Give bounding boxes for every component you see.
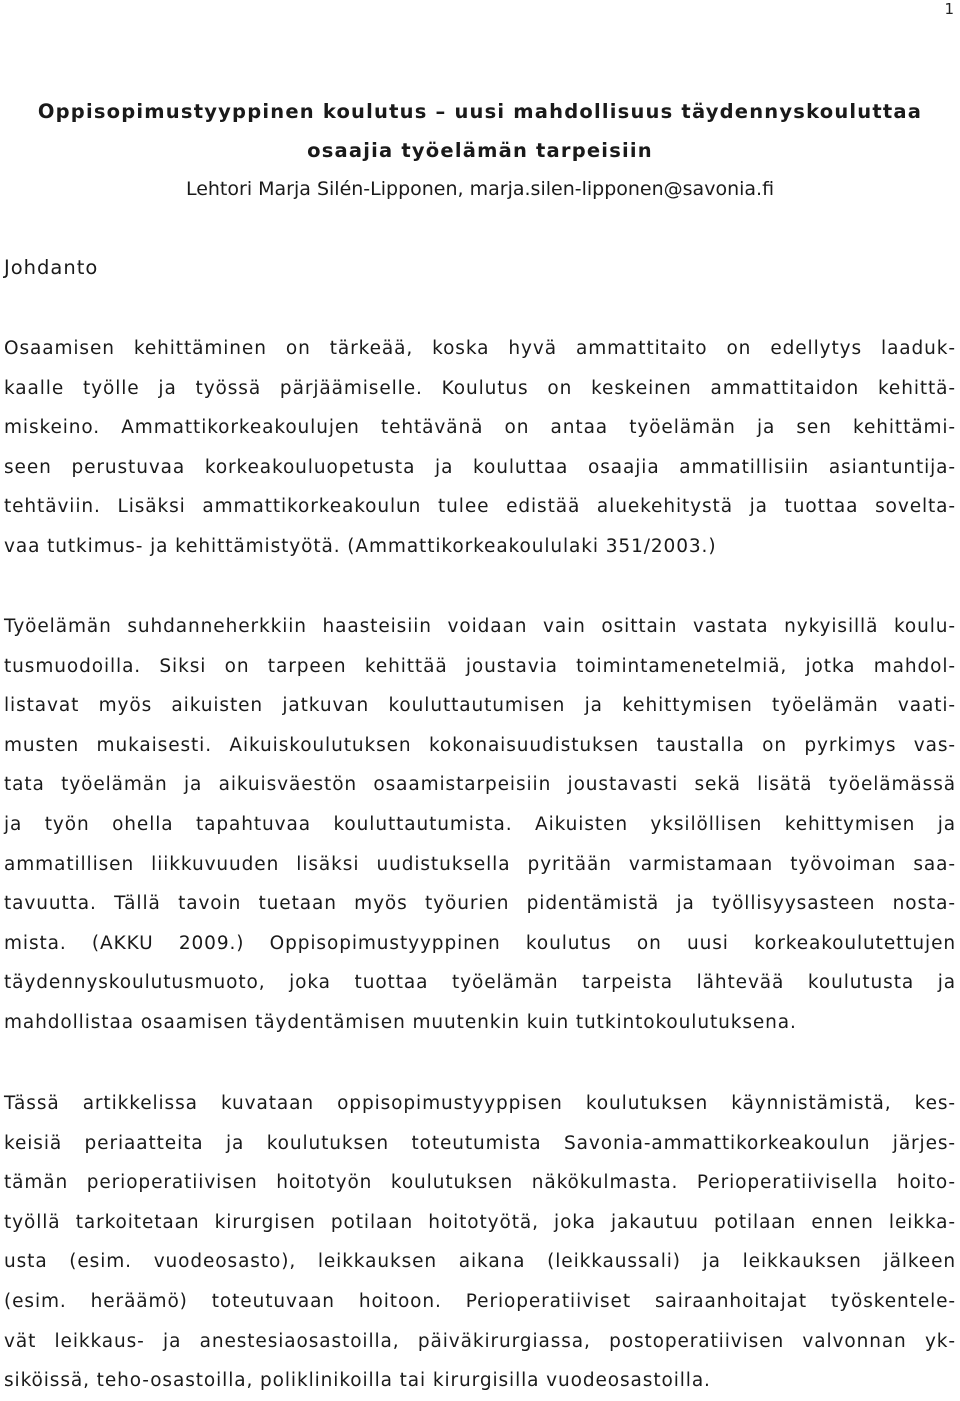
paragraph-line: tehtäviin. Lisäksi ammattikorkeakoulun tulee edistää aluekehitystä ja tuottaa sovelta- (4, 496, 956, 518)
paragraph-line: vät leikkaus- ja anestesiaosastoilla, päiväkirurgiassa, postoperatiivisen valvonnan yk- (4, 1330, 956, 1352)
paragraph-line: Tässä artikkelissa kuvataan oppisopimustyyppisen koulutuksen käynnistämistä, kes- (4, 1093, 956, 1114)
paragraph-line: miskeino. Ammattikorkeakoulujen tehtävänä on antaa työelämän ja sen kehittämi- (4, 417, 956, 439)
paragraph-line: tavuutta. Tällä tavoin tuetaan myös työurien pidentämistä ja työllisyysasteen nosta- (4, 893, 956, 915)
paragraph-line: kaalle työlle ja työssä pärjäämiselle. Koulutus on keskeinen ammattitaidon kehittä- (4, 377, 956, 399)
paragraph-line: työllä tarkoitetaan kirurgisen potilaan hoitotyötä, joka jakautuu potilaan ennen leikka- (4, 1211, 956, 1233)
paragraph-line: tata työelämän ja aikuisväestön osaamistarpeisiin joustavasti sekä lisätä työelämässä (4, 774, 956, 796)
paragraph-line: tämän perioperatiivisen hoitotyön koulutuksen näkökulmasta. Perioperatiivisella hoito- (4, 1172, 956, 1194)
paragraph-line: vaa tutkimus- ja kehittämistyötä. (Ammattikorkeakoululaki 351/2003.) (4, 535, 717, 557)
paragraph-line: mista. (AKKU 2009.) Oppisopimustyyppinen koulutus on uusi korkeakoulutettujen (4, 932, 956, 954)
section-heading: Johdanto (4, 256, 99, 279)
paragraph-line: keisiä periaatteita ja koulutuksen toteutumista Savonia-ammattikorkeakoulun järjes- (4, 1132, 956, 1154)
paragraph-line: ja työn ohella tapahtuvaa kouluttautumista. Aikuisten yksilöllisen kehittymisen ja (4, 813, 956, 835)
paragraph-line: listavat myös aikuisten jatkuvan kouluttautumisen ja kehittymisen työelämän vaati- (4, 695, 956, 717)
document-title-line-1: Oppisopimustyyppinen koulutus – uusi mahdollisuus täydennyskouluttaa (37, 100, 923, 123)
paragraph-2 (4, 607, 956, 1043)
paragraph-1 (4, 329, 956, 567)
paragraph-line: täydennyskoulutusmuoto, joka tuottaa työelämän tarpeista lähtevää koulutusta ja (4, 972, 956, 994)
paragraph-line: Työelämän suhdanneherkkiin haasteisiin voidaan vain osittain vastata nykyisillä koulu- (4, 616, 956, 637)
paragraph-line: musten mukaisesti. Aikuiskoulutuksen kokonaisuudistuksen taustalla on pyrkimys vas- (4, 734, 956, 756)
paragraph-line: (esim. heräämö) toteutuvaan hoitoon. Perioperatiiviset sairaanhoitajat työskentele- (4, 1290, 956, 1312)
paragraph-line: mahdollistaa osaamisen täydentämisen muutenkin kuin tutkintokoulutuksena. (4, 1011, 797, 1033)
paragraph-line: seen perustuvaa korkeakouluopetusta ja kouluttaa osaajia ammatillisiin asiantuntija- (4, 456, 956, 478)
paragraph-line: usta (esim. vuodeosasto), leikkauksen aikana (leikkaussali) ja leikkauksen jälkeen (4, 1251, 956, 1273)
paragraph-line: ammatillisen liikkuvuuden lisäksi uudistuksella pyritään varmistamaan työvoiman saa- (4, 853, 956, 875)
paragraph-line: Osaamisen kehittäminen on tärkeää, koska hyvä ammattitaito on edellytys laaduk- (4, 338, 956, 359)
author-line: Lehtori Marja Silén-Lipponen, marja.silen-lipponen@savonia.fi (185, 178, 775, 200)
paragraph-3 (4, 1084, 956, 1401)
page-number: 1 (944, 0, 954, 18)
paragraph-line: tusmuodoilla. Siksi on tarpeen kehittää joustavia toimintamenetelmiä, jotka mahdol- (4, 655, 956, 677)
paragraph-line: siköissä, teho-osastoilla, poliklinikoilla tai kirurgisilla vuodeosastoilla. (4, 1370, 711, 1392)
document-title-line-2: osaajia työelämän tarpeisiin (307, 139, 653, 162)
title-block (0, 92, 960, 209)
